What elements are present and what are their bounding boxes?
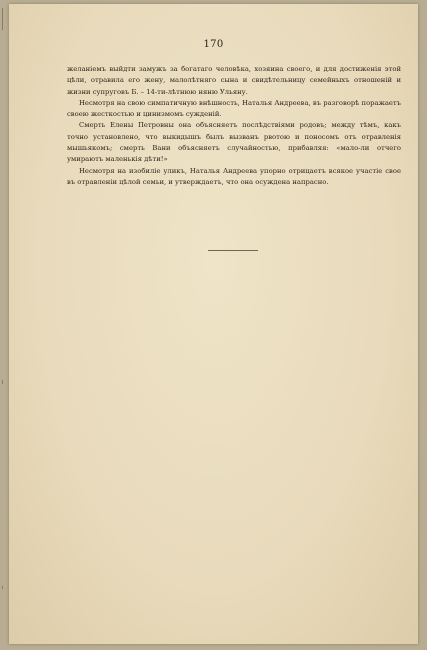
document-page xyxy=(9,4,418,644)
section-divider xyxy=(208,250,258,251)
paragraph-appearance: Несмотря на свою симпатичную внѣшность, Наталья Андреева, въ разговорѣ поражаетъ своею жесткостью и цинизмомъ сужденій. xyxy=(67,98,401,119)
binding-edge-mark xyxy=(2,380,3,384)
binding-edge-mark xyxy=(2,8,3,30)
paragraph-explanations: Смерть Елены Петровны она объясняетъ послѣдствіями родовъ; между тѣмъ, какъ точно установлено, что выкидышъ былъ вызванъ рвотою и поносомъ отъ отравленія мышьякомъ; смерть Вани объясняетъ случайностью, прибавляя: «мало-ли отчего умираютъ маленькія дѣти!» xyxy=(67,121,401,164)
page-number: 170 xyxy=(203,39,224,50)
paragraph-denial: Несмотря на изобиліе уликъ, Наталья Андреева упорно отрицаетъ всякое участіе свое въ отравленіи цѣлой семьи, и утверждаетъ, что она осуждена напрасно. xyxy=(67,166,401,186)
binding-edge-mark xyxy=(2,586,3,589)
paragraph-continuation: желаніемъ выйдти замужъ за богатаго человѣка, хозяина своего, и для достиженія этой цѣли, отравила его жену, малолѣтняго сына и свидѣтельницу семейныхъ отношеній и жизни супруговъ Б. – 14-ти-лѣтнюю няню Ульяну. xyxy=(67,65,401,96)
body-text xyxy=(67,64,401,188)
